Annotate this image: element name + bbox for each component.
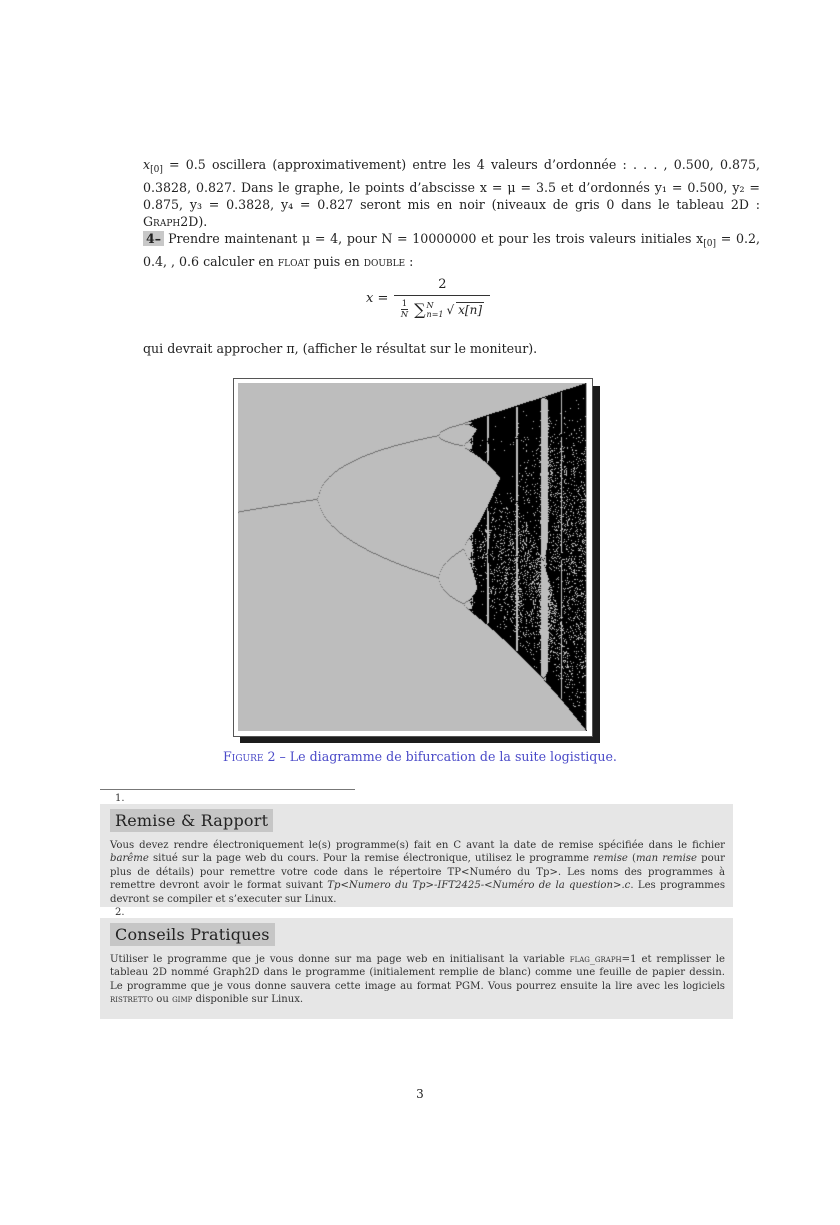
footnote-mark-1: 1. (115, 793, 125, 804)
text: puis en (309, 254, 364, 269)
caption-label: Figure 2 (223, 749, 276, 764)
text: Utiliser le programme que je vous donne sur ma page web en initialisant la variable (110, 954, 570, 965)
footnote-box-conseils (100, 918, 733, 1019)
numerator: 2 (394, 277, 490, 296)
text: Vous devez rendre électroniquement le(s) programme(s) fait en C avant la date de remise spécifiée dans le fichier (110, 840, 725, 851)
radicand: x[n] (458, 303, 483, 317)
footnote-box-remise (100, 804, 733, 907)
equation-lhs: x = (366, 291, 389, 306)
main-fraction (394, 277, 490, 320)
figure-caption (0, 749, 840, 764)
text: Dans le graphe, le points d’abscisse x = μ = 3.5 et d’ordonnés y₁ = 0.500, y₂ = 0.875, y₃ = 0.3828, y₄ = 0.827 seront mis en noir (niveaux de gris 0 dans le tableau 2D : (143, 180, 760, 212)
frac-den: N (400, 310, 409, 320)
pi-equation (366, 277, 490, 320)
paragraph-oscillation (143, 156, 760, 230)
italic-text: remise (593, 853, 628, 865)
text: ). (198, 214, 208, 229)
var-x: x (143, 157, 151, 172)
text: . Les programmes devront se compiler et s’executer sur Linux. (110, 880, 726, 905)
italic-text: man remise (635, 853, 697, 865)
sqrt-icon: √ (446, 302, 455, 317)
text: ou (153, 994, 173, 1006)
footnote-body-conseils (100, 946, 733, 1013)
text: = 0.5 oscillera (approximativement) entre les 4 valeurs d’ordonnée : . . . , 0.500, 0.875, 0.3828, 0.827. (143, 157, 760, 195)
smallcaps-text: gimp (172, 994, 193, 1006)
graph2d-name: Graph2D (143, 214, 199, 229)
paragraph-pi: qui devrait approcher π, (afficher le résultat sur le moniteur). (143, 341, 538, 356)
question-4 (143, 230, 760, 270)
text: : (405, 254, 414, 269)
text: ( (627, 853, 636, 865)
smallcaps-text: ristretto (110, 994, 154, 1006)
subscript: [0] (703, 239, 716, 249)
summation (414, 300, 443, 319)
caption-text: – Le diagramme de bifurcation de la suite logistique. (275, 749, 617, 764)
section-title-remise: Remise & Rapport (110, 809, 273, 832)
page-number: 3 (416, 1087, 424, 1101)
question-number: 4– (143, 231, 164, 246)
sum-lower: n=1 (426, 309, 444, 319)
italic-text: Tp<Numero du Tp>-IFT2425-<Numéro de la question>.c (327, 880, 631, 892)
text: Prendre maintenant μ = 4, pour N = 10000000 et pour les trois valeurs initiales x (168, 231, 704, 246)
text: pour plus de détails) pour remettre votre code dans le répertoire TP<Numéro du Tp>. Les noms des programmes à remettre devront avoir le format suivant (110, 853, 725, 892)
float-keyword: float (277, 254, 310, 269)
text: = 0.2, 0.4, , 0.6 calculer en (143, 231, 760, 269)
frac-num: 1 (401, 299, 408, 309)
italic-text: barême (110, 853, 149, 865)
sum-upper: N (426, 300, 434, 310)
footnote-mark-2: 2. (115, 907, 125, 918)
sigma-icon: ∑ (414, 300, 426, 319)
text: disponible sur Linux. (192, 994, 304, 1006)
footnote-rule (100, 789, 355, 790)
text: =1 et remplisser le tableau 2D nommé Graph2D dans le programme (initialement remplie de blanc) comme une feuille de papier dessin. Le programme que je vous donne sauvera cette image au format PGM. Vous pourrez ensuite la lire avec les logiciels (110, 954, 725, 992)
denominator (401, 296, 484, 320)
double-keyword: double (363, 254, 406, 269)
text: situé sur la page web du cours. Pour la remise électronique, utilisez le programme (148, 853, 594, 865)
sum-limits (427, 301, 444, 319)
one-over-n (401, 299, 408, 320)
subscript: [0] (150, 165, 163, 175)
bifurcation-diagram (238, 383, 587, 731)
smallcaps-text: flag_graph (569, 954, 622, 965)
section-title-conseils: Conseils Pratiques (110, 923, 275, 946)
footnote-body-remise (100, 832, 733, 912)
